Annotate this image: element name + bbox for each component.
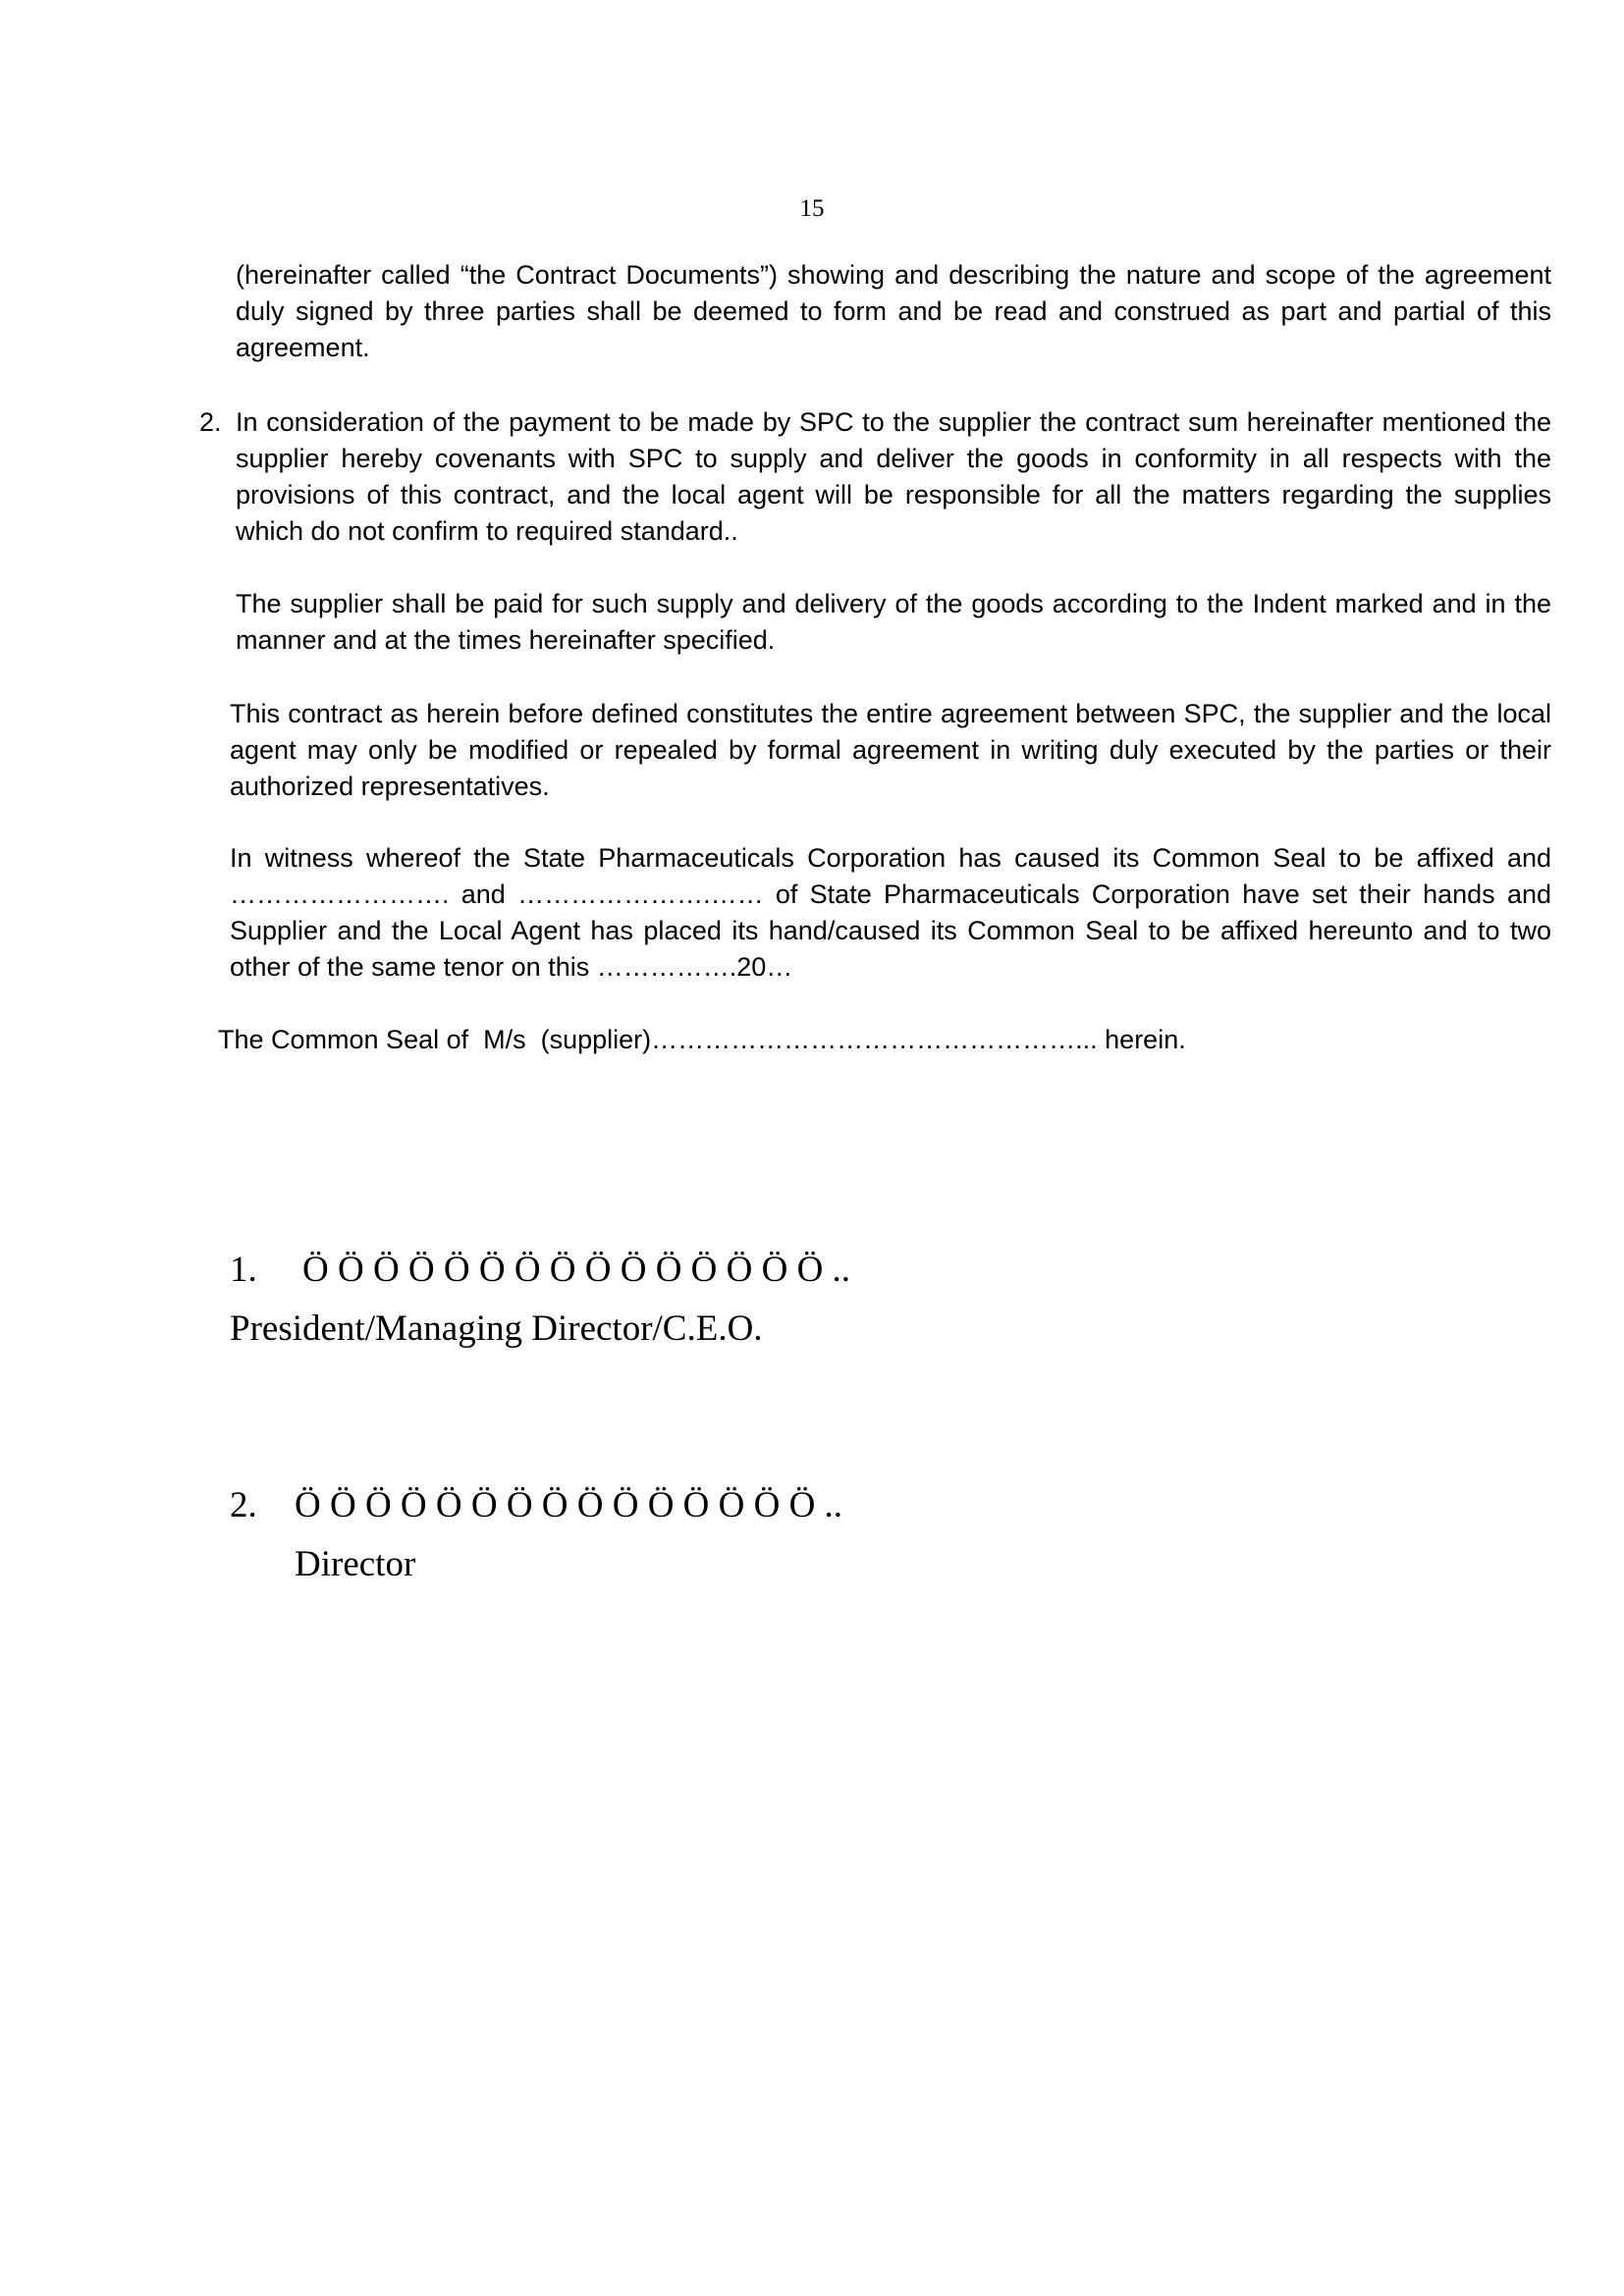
clause-text: In consideration of the payment to be made by SPC to the supplier the contract sum hereinafter mentioned the supplier hereby covenants with SPC to supply and deliver the goods in conformity in all respects with the provisions of this contract, and the local agent will be responsible for all the matters regarding the supplies which do not confirm to required standard..	[236, 407, 1551, 546]
signature-2-number: 2.	[230, 1485, 257, 1525]
signature-1-title: President/Managing Director/C.E.O.	[230, 1308, 763, 1349]
signature-2-title: Director	[295, 1544, 416, 1584]
signature-1-number: 1.	[230, 1250, 257, 1290]
signature-2-line: Ö Ö Ö Ö Ö Ö Ö Ö Ö Ö Ö Ö Ö Ö Ö ..	[295, 1485, 843, 1525]
intro-paragraph: (hereinafter called “the Contract Documents”) showing and describing the nature and scope of the agreement duly signed by three parties shall be deemed to form and be read and construed as part and partial of this agreement.	[236, 260, 1551, 362]
payment-paragraph: The supplier shall be paid for such supply and delivery of the goods according to the Indent marked and in the manner and at the times hereinafter specified.	[236, 589, 1551, 655]
numbered-clause-2	[199, 404, 1551, 550]
page-number: 15	[799, 195, 825, 222]
clause-number: 2.	[199, 407, 222, 437]
entire-agreement-paragraph: This contract as herein before defined constitutes the entire agreement between SPC, the supplier and the local agent may only be modified or repealed by formal agreement in writing duly executed by the parties or their authorized representatives.	[230, 699, 1551, 801]
common-seal-line: The Common Seal of M/s (supplier)…………………………………………... herein.	[218, 1025, 1186, 1054]
signature-1-line: Ö Ö Ö Ö Ö Ö Ö Ö Ö Ö Ö Ö Ö Ö Ö ..	[302, 1250, 851, 1290]
witness-paragraph: In witness whereof the State Pharmaceuticals Corporation has caused its Common Seal to be affixed and ……………………. and ………………….…… of State Pharmaceuticals Corporation have set their hands and Supplier and the Local Agent has placed its hand/caused its Common Seal to be affixed hereunto and to two other of the same tenor on this …………….20…	[230, 843, 1551, 982]
